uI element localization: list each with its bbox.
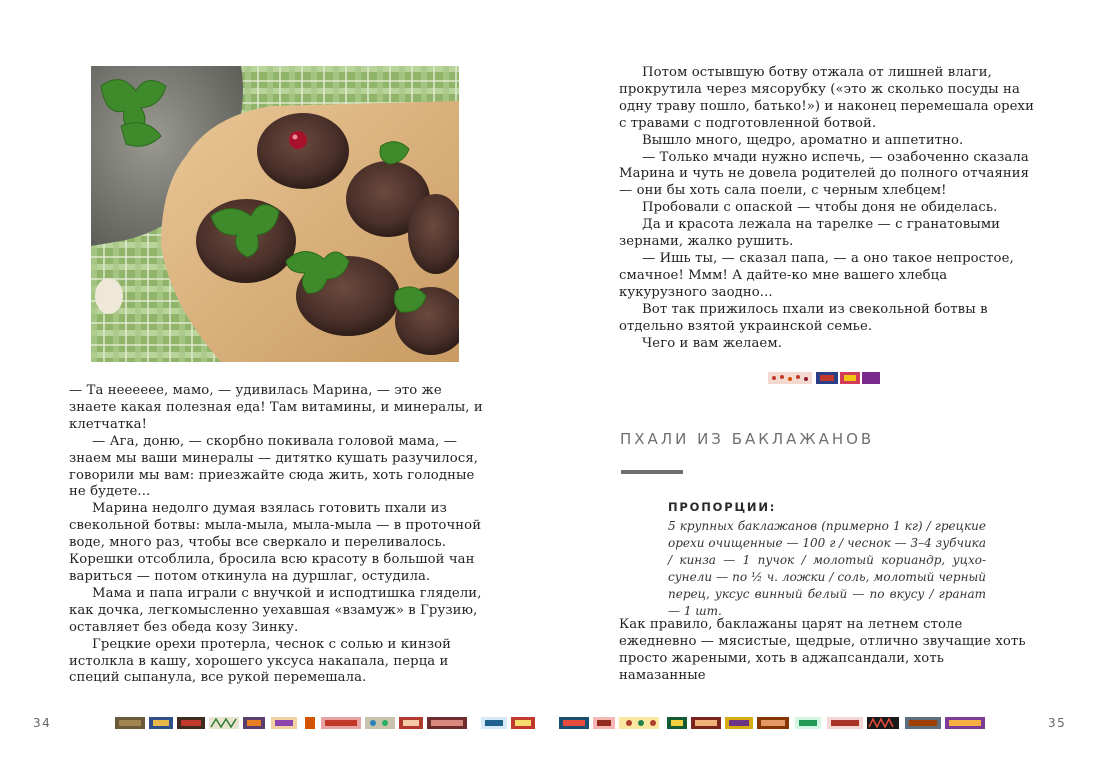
paragraph: Как правило, баклажаны царят на летнем столе ежедневно — мясистые, щедрые, отлично звучащие хоть просто жареными, хоть в аджапсандали, хоть намазанные xyxy=(619,617,1026,683)
paragraph: Да и красота лежала на тарелке — с гранатовыми зернами, жалко рушить. xyxy=(619,217,1001,250)
proportions-text: 5 крупных баклажанов (примерно 1 кг) / грецкие орехи очищенные — 100 г / чеснок — 3–4 зубчика / кинза — 1 пучок / молотый кориандр, уцхо-сунели — по ½ ч. ложки / соль, молотый черный перец, уксус винный белый — по вкусу / гранат — 1 шт. xyxy=(668,519,986,619)
paragraph: Вышло много, щедро, ароматно и аппетитно. xyxy=(642,132,964,148)
page-number-left: 34 xyxy=(33,716,52,730)
paragraph: Пробовали с опаской — чтобы доня не обиделась. xyxy=(642,200,998,216)
paragraph: Марина недолго думая взялась готовить пхали из свекольной ботвы: мыла-мыла, мыла-мыла — в проточной воде, много раз, чтобы все сверкало и переливалось. Корешки отсоблила, бросила всю красоту в большой чан вариться — потом откинула на дуршлаг, остудила. xyxy=(69,501,482,584)
ornament-divider xyxy=(768,369,880,387)
paragraph: Потом остывшую ботву отжала от лишней влаги, прокрутила через мясорубку («это ж сколько посуды на одну траву пошло, батько!») и наконец перемешала орехи с травами с подготовленной ботвой. xyxy=(619,65,1034,131)
paragraph: Грецкие орехи протерла, чеснок с солью и кинзой истолкла в кашу, хорошего уксуса накапала, перца и специй сыпанула, все рукой перемешала. xyxy=(69,636,452,686)
paragraph: — Ишь ты, — сказал папа, — а оно такое непростое, смачное! Ммм! А дайте-ко мне вашего хлебца кукурузного заодно... xyxy=(619,250,1014,300)
ornament-strip xyxy=(115,714,985,732)
recipe-title: ПХАЛИ ИЗ БАКЛАЖАНОВ xyxy=(620,430,875,448)
paragraph: Вот так прижилось пхали из свекольной ботвы в отдельно взятой украинской семье. xyxy=(619,301,988,334)
paragraph: — Ага, доню, — скорбно покивала головой мама, — знаем мы ваши минералы — дитятко кушать разучилося, говорили мы вам: приезжайте сюда жить, хоть голодные не будете... xyxy=(69,433,479,500)
page-number-right: 35 xyxy=(1048,716,1067,730)
paragraph: — Только мчади нужно испечь, — озабоченно сказала Марина и чуть не довела родителей до полного отчаяния — они бы хоть сала поели, с черным хлебцем! xyxy=(619,149,1030,199)
recipe-intro xyxy=(619,617,1034,685)
paragraph: — Та нееееее, мамо, — удивилась Марина, — это же знаете какая полезная еда! Там витамины, и минералы, и клетчатка! xyxy=(69,383,483,432)
right-page-text xyxy=(619,65,1034,352)
title-rule xyxy=(621,470,683,474)
food-photo xyxy=(91,66,459,362)
left-page-text xyxy=(69,383,489,687)
paragraph: Мама и папа играли с внучкой и исподтишка глядели, как дочка, легкомысленно уехавшая «взамуж» в Грузию, оставляет без обеда козу Зинку. xyxy=(69,585,482,635)
paragraph: Чего и вам желаем. xyxy=(642,335,782,351)
proportions-label: ПРОПОРЦИИ: xyxy=(668,500,777,514)
